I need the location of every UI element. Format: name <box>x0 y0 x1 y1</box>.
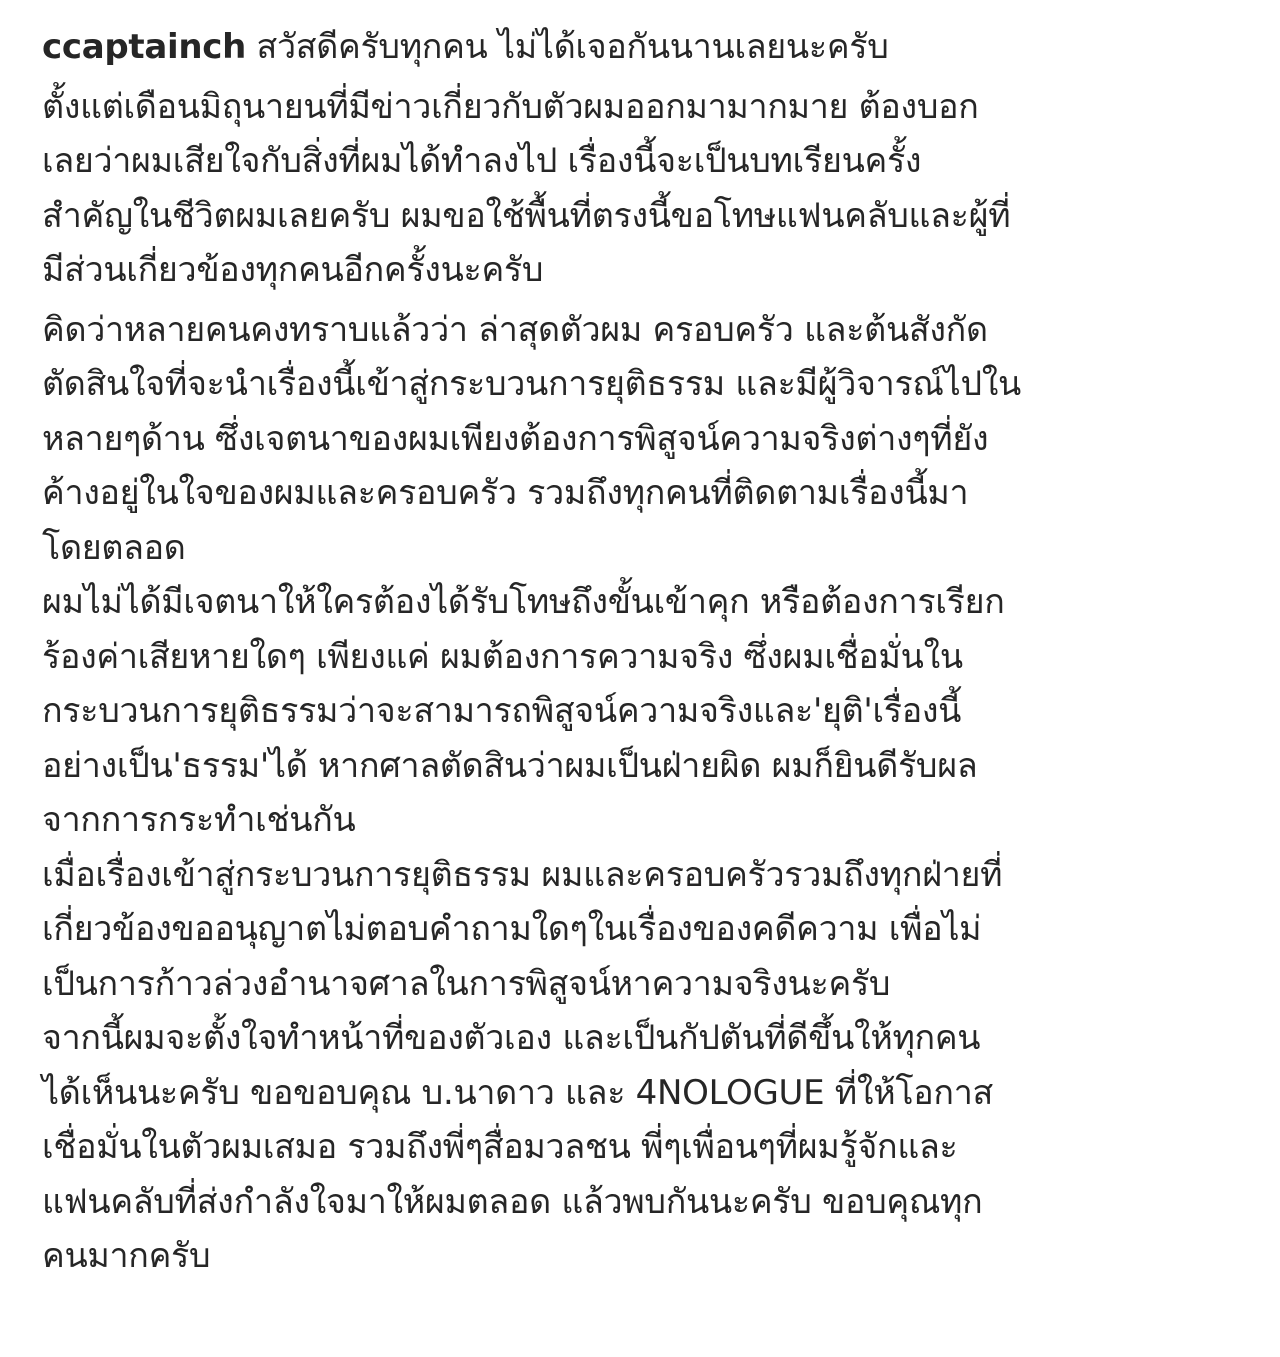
caption-line: คนมากครับ <box>42 1236 211 1276</box>
caption-line: ค้างอยู่ในใจของผมและครอบครัว รวมถึงทุกคนที่ติดตามเรื่องนี้มา <box>42 473 969 513</box>
post-caption <box>42 20 1252 1284</box>
caption-line: เมื่อเรื่องเข้าสู่กระบวนการยุติธรรม ผมและครอบครัวรวมถึงทุกฝ่ายที่ <box>42 854 1003 895</box>
caption-line: จากนี้ผมจะตั้งใจทำหน้าที่ของตัวเอง และเป็นกัปตันที่ดีขึ้นให้ทุกคน <box>42 1018 981 1058</box>
caption-line: เกี่ยวข้องขออนุญาตไม่ตอบคำถามใดๆในเรื่องของคดีความ เพื่อไม่ <box>42 909 982 949</box>
caption-line: ร้องค่าเสียหายใดๆ เพียงแค่ ผมต้องการความจริง ซึ่งผมเชื่อมั่นใน <box>42 636 963 677</box>
caption-line: โดยตลอด <box>42 527 186 568</box>
caption-line: อย่างเป็น'ธรรม'ได้ หากศาลตัดสินว่าผมเป็นฝ่ายผิด ผมก็ยินดีรับผล <box>42 745 978 786</box>
caption-line: เลยว่าผมเสียใจกับสิ่งที่ผมได้ทำลงไป เรื่องนี้จะเป็นบทเรียนครั้ง <box>42 141 922 181</box>
caption-line: เชื่อมั่นในตัวผมเสมอ รวมถึงพี่ๆสื่อมวลชน พี่ๆเพื่อนๆที่ผมรู้จักและ <box>42 1127 958 1167</box>
caption-line: มีส่วนเกี่ยวข้องทุกคนอีกครั้งนะครับ <box>42 250 544 290</box>
username-link[interactable]: ccaptainch <box>42 27 247 67</box>
caption-line: ผมไม่ได้มีเจตนาให้ใครต้องได้รับโทษถึงขั้นเข้าคุก หรือต้องการเรียก <box>42 582 1005 622</box>
caption-line: เป็นการก้าวล่วงอำนาจศาลในการพิสูจน์หาความจริงนะครับ <box>42 963 891 1004</box>
caption-line: คิดว่าหลายคนคงทราบแล้วว่า ล่าสุดตัวผม ครอบครัว และต้นสังกัด <box>42 309 988 350</box>
caption-line: จากการกระทำเช่นกัน <box>42 800 356 840</box>
caption-line: ตัดสินใจที่จะนำเรื่องนี้เข้าสู่กระบวนการยุติธรรม และมีผู้วิจารณ์ไปใน <box>42 364 1022 404</box>
caption-line: กระบวนการยุติธรรมว่าจะสามารถพิสูจน์ความจริงและ'ยุติ'เรื่องนี้ <box>42 691 962 731</box>
caption-line: แฟนคลับที่ส่งกำลังใจมาให้ผมตลอด แล้วพบกันนะครับ ขอบคุณทุก <box>42 1181 983 1222</box>
caption-line: ได้เห็นนะครับ ขอขอบคุณ บ.นาดาว และ 4NOLOGUE ที่ให้โอกาส <box>42 1072 993 1113</box>
caption-line: ตั้งแต่เดือนมิถุนายนที่มีข่าวเกี่ยวกับตัวผมออกมามากมาย ต้องบอก <box>42 86 979 127</box>
caption-line: หลายๆด้าน ซึ่งเจตนาของผมเพียงต้องการพิสูจน์ความจริงต่างๆที่ยัง <box>42 418 989 459</box>
caption-line <box>42 20 1252 75</box>
caption-line: สำคัญในชีวิตผมเลยครับ ผมขอใช้พื้นที่ตรงนี้ขอโทษแฟนคลับและผู้ที่ <box>42 195 1011 236</box>
caption-text: สวัสดีครับทุกคน ไม่ได้เจอกันนานเลยนะครับ <box>256 27 889 67</box>
